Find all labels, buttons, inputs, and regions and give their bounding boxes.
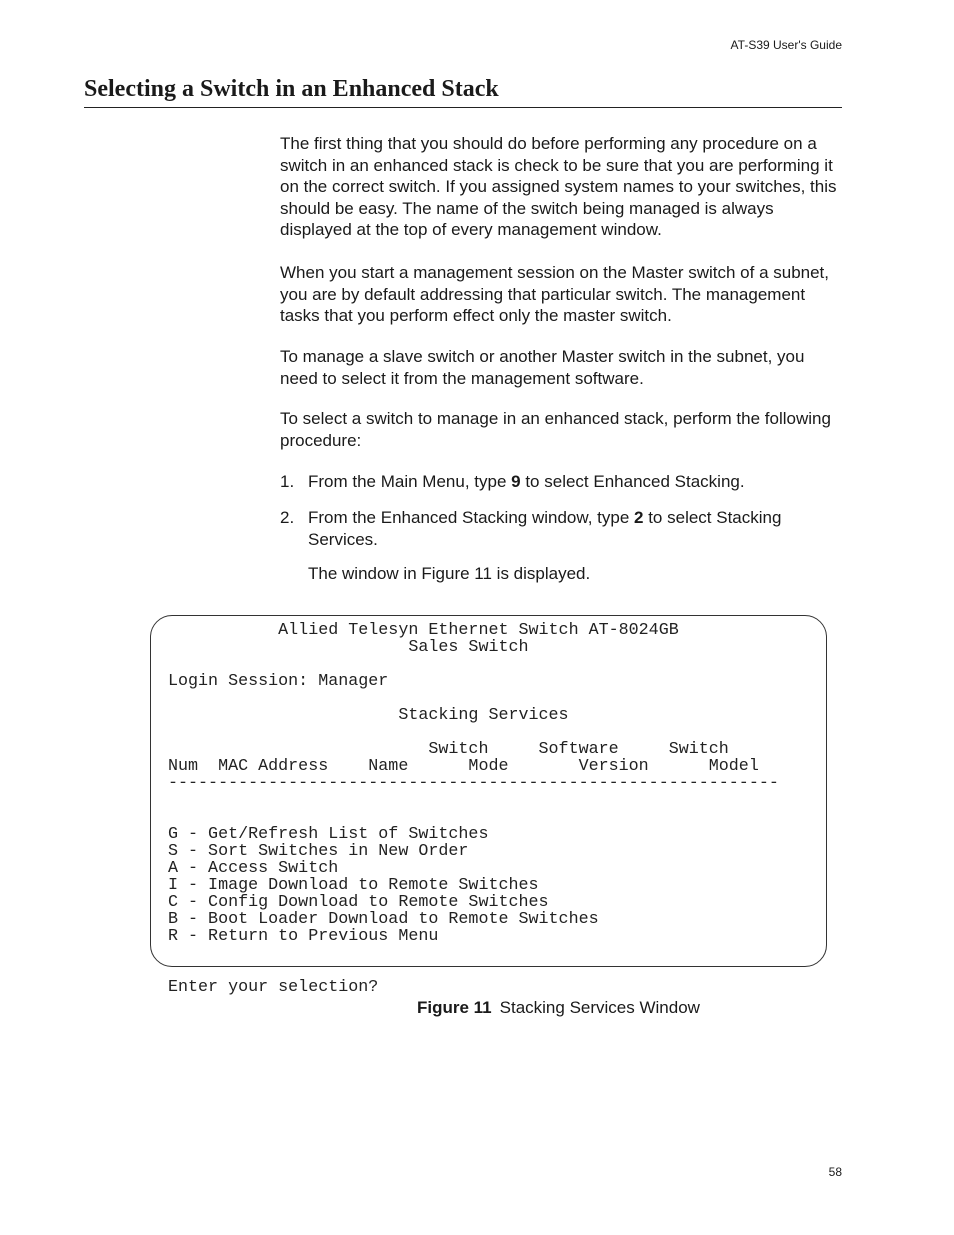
step-number: 1. (280, 472, 295, 491)
paragraph-4 (280, 408, 842, 451)
step-text: to select Stacking Services. (308, 508, 782, 549)
paragraph-text: To manage a slave switch or another Master switch in the subnet, you need to select it from the management software. (280, 347, 805, 388)
paragraph-text: To select a switch to manage in an enhanced stack, perform the following procedure: (280, 409, 831, 450)
section-title: Selecting a Switch in an Enhanced Stack (84, 76, 842, 108)
page-number: 58 (828, 1165, 842, 1179)
figure-caption-text: Stacking Services Window (499, 998, 700, 1017)
paragraph-1 (280, 133, 842, 241)
step-number: 2. (280, 508, 295, 527)
figure-caption (417, 998, 700, 1018)
terminal-screen-text: Allied Telesyn Ethernet Switch AT-8024GB Sales Switch Login Session: Manager Stacking Services Switch Software Switch Num MAC Address Name Mode Version Model ------------------------------------------------------------- G - Get/Refresh List of Switches S - Sort Switches in New Order A - Access Switch I - Image Download to Remote Switches C - Config Download to Remote Switches B - Boot Loader Download to Remote Switches R - Return to Previous Menu Enter your selection? (168, 621, 779, 997)
paragraph-2 (280, 262, 842, 327)
step-note (280, 563, 842, 585)
step-text: to select Enhanced Stacking. (520, 472, 745, 491)
figure-label: Figure 11 (417, 998, 492, 1017)
step-text: From the Enhanced Stacking window, type (308, 508, 635, 527)
running-header: AT-S39 User's Guide (730, 38, 842, 52)
step-key: 9 (511, 472, 521, 491)
step-text: From the Main Menu, type (308, 472, 512, 491)
step-note-text: The window in Figure 11 is displayed. (308, 564, 591, 583)
paragraph-3 (280, 346, 842, 389)
paragraph-text: The first thing that you should do before performing any procedure on a switch in an enhanced stack is check to be sure that you are performing it on the correct switch. If you assigned system names to your switches, this should be easy. The name of the switch being managed is always displayed at the top of every management window. (280, 134, 837, 239)
step-key: 2 (634, 508, 644, 527)
paragraph-text: When you start a management session on the Master switch of a subnet, you are by default addressing that particular switch. The management tasks that you perform effect only the master switch. (280, 263, 830, 325)
procedure-step-1 (280, 471, 842, 493)
procedure-step-2 (280, 507, 842, 550)
